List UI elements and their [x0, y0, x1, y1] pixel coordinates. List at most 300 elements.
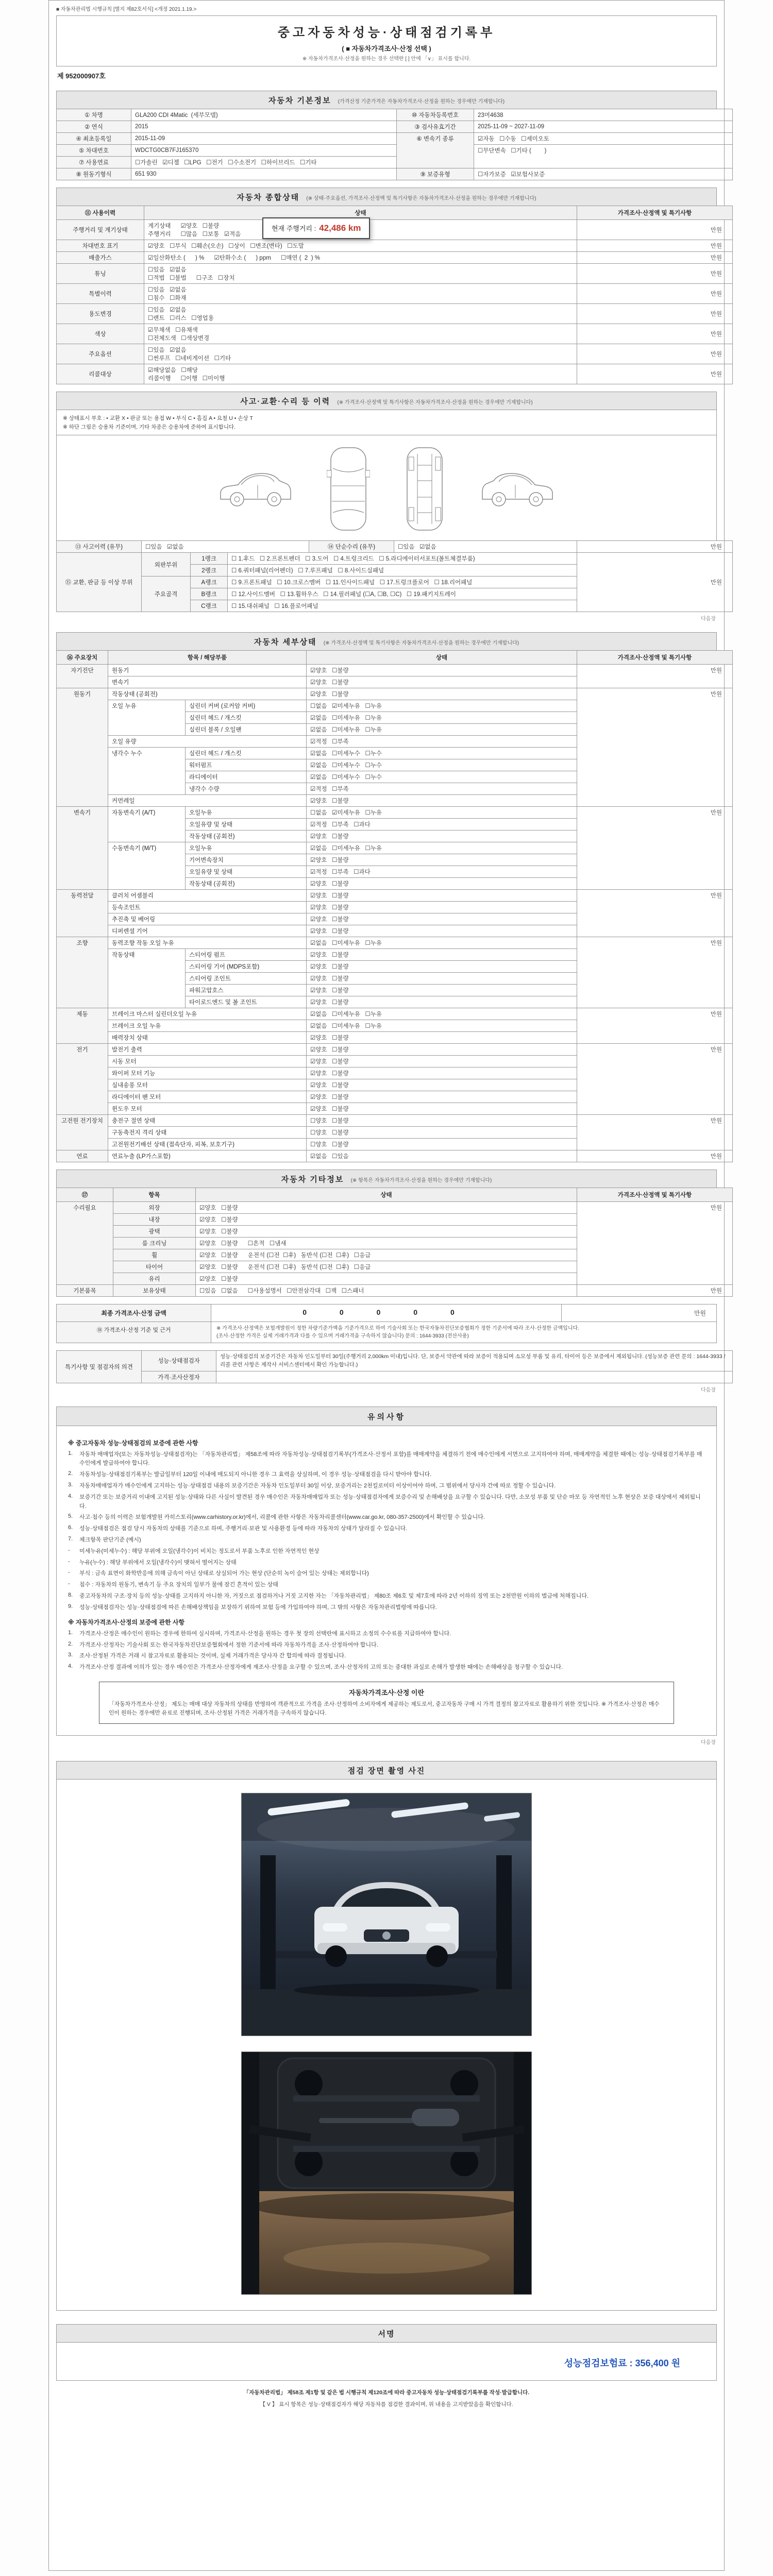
- detail-row: [57, 890, 733, 902]
- etc-group-cell: [57, 1238, 113, 1249]
- notice-line: [68, 1630, 705, 1639]
- accident-history-table: [56, 540, 733, 553]
- state-checkboxes[interactable]: ☐없음 ☑미세누유 ☐누유: [307, 700, 577, 712]
- item-cell: 시동 모터: [108, 1056, 186, 1067]
- state-checkboxes[interactable]: ☑양호 ☐불량: [307, 1032, 577, 1044]
- item-cell: [108, 759, 186, 771]
- notice-title: 유의사항: [57, 1407, 716, 1426]
- etc-row: [57, 1261, 733, 1273]
- state-checkboxes[interactable]: ☑양호 ☐불량 운전석 (☐전 ☐후) 동반석 (☐전 ☐후) ☐응급: [196, 1249, 577, 1261]
- field-label: ④ 최초등록일: [57, 133, 131, 145]
- notice-line: [68, 1470, 705, 1480]
- device-group-cell: [57, 949, 108, 961]
- state-checkboxes[interactable]: ☑양호 ☐불량: [307, 1044, 577, 1056]
- device-group-cell: 고전원 전기장치: [57, 1115, 108, 1127]
- section-basic-info: [56, 91, 717, 180]
- photos-header: [56, 1761, 717, 1780]
- item-cell: 클러치 어셈블리: [108, 890, 186, 902]
- part-cell: [186, 1103, 307, 1115]
- col-price: 가격조사·산정액 및 특기사항: [577, 651, 733, 665]
- rank-label: B랭크: [191, 588, 228, 600]
- state-checkboxes[interactable]: ☑양호 ☐불량: [307, 913, 577, 925]
- price-cell: [577, 819, 733, 831]
- price-survey-select-checkbox[interactable]: ( ■ 자동차가격조사·산정 선택 ): [342, 45, 431, 53]
- price-basis-row: [56, 1322, 717, 1343]
- part-cell: [186, 925, 307, 937]
- item-cell: 동력조향 작동 오일 누유: [108, 937, 186, 949]
- signature-body[interactable]: [56, 2343, 717, 2381]
- price-cell: [577, 996, 733, 1008]
- price-cell: [577, 736, 733, 748]
- field-value[interactable]: 651 930: [131, 168, 397, 180]
- col-state: 상태: [307, 651, 577, 665]
- state-checkboxes[interactable]: ☑양호 ☐불량: [307, 890, 577, 902]
- section-overall-header: [56, 188, 717, 206]
- state-checkboxes[interactable]: ☑없음 ☐미세누수 ☐누수: [307, 759, 577, 771]
- item-cell: 충전구 절연 상태: [108, 1115, 186, 1127]
- accident-history-state[interactable]: ☐있음 ☑없음: [142, 541, 309, 553]
- notice-line-number: -: [68, 1558, 70, 1565]
- etc-item-cell: 내장: [113, 1214, 196, 1226]
- notice-line-text: 가격조사·산정은 매수인이 원하는 경우에 한하여 실시하며, 가격조사·산정을 원하는 경우 첫 장의 선택란에 표시하고 소정의 수수료를 지급하여야 합니다.: [79, 1630, 451, 1637]
- notice-section-1-title: ※ 중고자동차 성능·상태점검의 보증에 관한 사항: [68, 1439, 198, 1447]
- state-checkboxes[interactable]: ☐있음 ☐없음 ☐사용설명서 ☐안전삼각대 ☐잭 ☐스패너: [196, 1285, 577, 1297]
- price-cell: [577, 1127, 733, 1139]
- section-etc-subtitle: (※ 항목은 자동차가격조사·산정을 원하는 경우에만 기재합니다): [350, 1178, 492, 1183]
- state-checkboxes[interactable]: ☐양호 ☐불량: [307, 1115, 577, 1127]
- detail-row: [57, 1056, 733, 1067]
- state-checkboxes[interactable]: ☑양호 ☐불량 운전석 (☐전 ☐후) 동반석 (☐전 ☐후) ☐응급: [196, 1261, 577, 1273]
- field-value[interactable]: 2015-11-09: [131, 133, 397, 145]
- condition-row: [57, 264, 733, 284]
- checkbox-line[interactable]: 계기상태 ☑양호 ☐불량: [148, 223, 220, 229]
- state-checkboxes[interactable]: ☑없음 ☐미세누유 ☐누유: [307, 842, 577, 854]
- state-checkboxes[interactable]: [144, 364, 577, 384]
- checkbox-line[interactable]: ☐있음 ☑없음: [148, 307, 187, 313]
- etc-row: [57, 1285, 733, 1297]
- inspector-opinion-text: 성능·상태점검의 보증기간은 자동차 인도일부터 30일(주행거리 2,000km 이내)입니다. 단, 보증서 약관에 따라 보증이 적용되며 소모성 부품 및 유리, 타이어 등은 보증에서 제외됩니다. (성능보증 관련 문의 : 1644-3933 / 리콜 관련 사항은 제작사 서비스센터에서 확인 가능합니다.): [216, 1351, 733, 1371]
- state-checkboxes[interactable]: ☑양호 ☐불량: [307, 1103, 577, 1115]
- state-checkboxes[interactable]: ☑양호 ☐불량: [307, 854, 577, 866]
- price-cell: [577, 748, 733, 759]
- opinion-row: [57, 1371, 733, 1383]
- item-cell: 브레이크 오일 누유: [108, 1020, 186, 1032]
- legend-line-2: ※ 하단 그림은 승용차 기준이며, 기타 차종은 승용차에 준하여 표시합니다.: [63, 424, 236, 430]
- rank-items-checkboxes[interactable]: ☐ 1.후드 ☐ 2.프론트펜더 ☐ 3.도어 ☐ 4.트렁크리드 ☐ 5.라디에이터서포트(볼트체결부품): [228, 553, 577, 565]
- device-group-cell: [57, 1032, 108, 1044]
- state-checkboxes[interactable]: ☑양호 ☐불량: [307, 996, 577, 1008]
- main-frame-label: 주요골격: [142, 577, 191, 612]
- state-checkboxes[interactable]: ☑양호 ☐불량: [307, 795, 577, 807]
- checkbox-line-extra[interactable]: 주행거리 ☐많음 ☐보통 ☑적음: [148, 231, 241, 238]
- price-cell: [577, 1261, 733, 1273]
- part-cell: [186, 1150, 307, 1162]
- price-cell: [577, 783, 733, 795]
- condition-label: 특별이력: [57, 284, 144, 304]
- item-cell: [108, 712, 186, 724]
- field-value[interactable]: [474, 157, 733, 168]
- legend-line-1: ※ 상태표시 부호 : • 교환 X • 판금 또는 용접 W • 부식 C • 흠집 A • 요철 U • 손상 T: [63, 415, 253, 421]
- state-checkboxes[interactable]: ☑양호 ☐불량: [196, 1226, 577, 1238]
- outer-panel-label: 외판부위: [142, 553, 191, 577]
- price-cell: [577, 902, 733, 913]
- part-cell: 작동상태 (공회전): [186, 831, 307, 842]
- accident-history-label: ⑬ 사고이력 (유무): [57, 541, 142, 553]
- field-label: ② 연식: [57, 121, 131, 133]
- part-cell: 워터펌프: [186, 759, 307, 771]
- notice-line-text: 성능·상태점검은 점검 당시 자동차의 상태를 기준으로 하며, 주행거리·보관 및 사용환경 등에 따라 자동차의 상태가 달라질 수 있습니다.: [79, 1526, 408, 1532]
- section-detailed-condition: [56, 632, 722, 1162]
- state-checkboxes[interactable]: ☑없음 ☐미세누유 ☐누유: [307, 937, 577, 949]
- field-value[interactable]: ☑자동 ☐수동 ☐세미오토: [474, 133, 733, 145]
- condition-row: [57, 284, 733, 304]
- etc-group-cell: [57, 1226, 113, 1238]
- price-cell: 만원: [577, 541, 733, 553]
- detail-row: [57, 1127, 733, 1139]
- detail-row: [57, 795, 733, 807]
- part-cell: [186, 1056, 307, 1067]
- device-group-cell: [57, 925, 108, 937]
- etc-item-cell: 유리: [113, 1273, 196, 1285]
- signature-title: 서명: [378, 2329, 395, 2338]
- device-group-cell: 제동: [57, 1008, 108, 1020]
- field-label: [397, 157, 474, 168]
- field-value[interactable]: 2015: [131, 121, 397, 133]
- notice-body: [57, 1426, 716, 1735]
- opinion-section-label: 특기사항 및 점검자의 의견: [57, 1351, 142, 1383]
- simple-repair-state[interactable]: ☐있음 ☑없음: [394, 541, 577, 553]
- price-cell: [577, 985, 733, 996]
- device-group-cell: 자기진단: [57, 665, 108, 676]
- detail-row: [57, 902, 733, 913]
- item-cell: 라디에이터 팬 모터: [108, 1091, 186, 1103]
- notice-line-number: 4.: [68, 1663, 73, 1670]
- state-checkboxes[interactable]: ☑양호 ☐불량: [307, 1067, 577, 1079]
- basic-info-row: [57, 109, 733, 121]
- notice-line-number: 3.: [68, 1481, 73, 1488]
- price-cell: 만원: [577, 1150, 733, 1162]
- notice-line: [68, 1558, 705, 1568]
- price-cell: [577, 1079, 733, 1091]
- condition-row: [57, 304, 733, 324]
- part-cell: 실린더 블록 / 오일팬: [186, 724, 307, 736]
- device-group-cell: [57, 819, 108, 831]
- rank-label: A랭크: [191, 577, 228, 588]
- price-cell: [577, 712, 733, 724]
- etc-item-cell: 휠: [113, 1249, 196, 1261]
- device-group-cell: [57, 748, 108, 759]
- inspector-opinion-table: [56, 1350, 733, 1383]
- notice-line-number: 4.: [68, 1493, 73, 1499]
- state-checkboxes[interactable]: ☑양호 ☐불량: [307, 1091, 577, 1103]
- col-state: 상태: [144, 206, 577, 220]
- inspection-photo-2: [241, 2052, 532, 2295]
- section-overall-title: 자동차 종합상태: [237, 193, 300, 202]
- field-value[interactable]: ☐무단변속 ☐기타 ( ): [474, 145, 733, 157]
- field-value[interactable]: 2025-11-09 ~ 2027-11-09: [474, 121, 733, 133]
- price-cell: 만원: [577, 665, 733, 676]
- condition-row: [57, 252, 733, 264]
- state-checkboxes[interactable]: ☑양호 ☐불량: [307, 676, 577, 688]
- state-checkboxes[interactable]: ☑양호 ☐불량: [307, 1056, 577, 1067]
- state-checkboxes[interactable]: ☑적정 ☐부족: [307, 783, 577, 795]
- section-detail-subtitle: (※ 가격조사·산정액 및 특기사항은 자동차가격조사·산정을 원하는 경우에만 기재합니다): [323, 640, 519, 646]
- device-group-cell: [57, 1091, 108, 1103]
- device-group-cell: [57, 996, 108, 1008]
- state-checkboxes[interactable]: ☐양호 ☐불량: [307, 1127, 577, 1139]
- part-cell: 오일유량 및 상태: [186, 866, 307, 878]
- state-checkboxes[interactable]: ☑양호 ☐불량: [307, 1079, 577, 1091]
- car-side-left-diagram: [216, 458, 294, 520]
- notice-line-text: 침수 : 자동차의 원동기, 변속기 등 주요 장치의 일부가 물에 잠긴 흔적이 있는 상태: [79, 1582, 278, 1588]
- price-cell: [577, 1238, 733, 1249]
- checkbox-line[interactable]: ☑무채색 ☐유채색: [148, 327, 198, 333]
- field-label: [397, 145, 474, 157]
- checkbox-line-extra[interactable]: 리콜이행 ☐이행 ☐미이행: [148, 376, 225, 382]
- field-label: ⑦ 사용연료: [57, 157, 131, 168]
- price-cell: 만원: [577, 1008, 733, 1020]
- detail-row: [57, 1139, 733, 1150]
- notice-line-number: 6.: [68, 1524, 73, 1531]
- detail-row: [57, 913, 733, 925]
- detail-row: [57, 949, 733, 961]
- detail-row: [57, 985, 733, 996]
- col-item-part: 항목 / 해당부품: [108, 651, 307, 665]
- state-checkboxes[interactable]: ☑양호 ☐불량: [307, 949, 577, 961]
- part-cell: 라디에이터: [186, 771, 307, 783]
- checkbox-line-extra[interactable]: ☐렌트 ☐리스 ☐영업용: [148, 315, 214, 321]
- state-checkboxes[interactable]: [144, 324, 577, 344]
- notice-line-number: 1.: [68, 1629, 73, 1636]
- state-checkboxes[interactable]: [144, 240, 577, 252]
- price-cell: [577, 949, 733, 961]
- condition-row: [57, 240, 733, 252]
- notice-line: [68, 1569, 705, 1579]
- state-checkboxes[interactable]: [144, 344, 577, 364]
- detail-row: [57, 937, 733, 949]
- part-cell: [186, 665, 307, 676]
- basic-info-row: [57, 121, 733, 133]
- detail-row: [57, 1067, 733, 1079]
- accident-history-row: [57, 541, 733, 553]
- device-group-cell: [57, 1056, 108, 1067]
- state-checkboxes[interactable]: ☑양호 ☐불량: [307, 902, 577, 913]
- checkbox-line[interactable]: ☑일산화탄소 ( ) % ☑탄화수소 ( ) ppm ☐매연 ( 2 ) %: [148, 255, 320, 261]
- section-basic-subtitle: (가격산정 기준가격은 자동차가격조사·산정을 원하는 경우에만 기재합니다): [338, 99, 505, 105]
- state-checkboxes[interactable]: ☑없음 ☐미세누수 ☐누수: [307, 748, 577, 759]
- parts-section-label: ⑮ 교환, 판금 등 이상 부위: [57, 553, 142, 612]
- price-cell: [577, 973, 733, 985]
- price-cell: [577, 771, 733, 783]
- checkbox-line-extra[interactable]: ☐침수 ☐화재: [148, 295, 187, 301]
- part-cell: [186, 937, 307, 949]
- condition-label: 색상: [57, 324, 144, 344]
- state-checkboxes[interactable]: ☑양호 ☐불량: [196, 1214, 577, 1226]
- price-cell: 만원: [577, 937, 733, 949]
- section-accident-subtitle: (※ 가격조사·산정액 및 특기사항은 자동차가격조사·산정을 원하는 경우에만 기재합니다): [337, 400, 533, 405]
- state-checkboxes[interactable]: ☑없음 ☐미세누유 ☐누유: [307, 724, 577, 736]
- notice-line-number: 9.: [68, 1603, 73, 1609]
- etc-group-cell: 기본품목: [57, 1285, 113, 1297]
- state-checkboxes[interactable]: ☑양호 ☐불량: [307, 878, 577, 890]
- checkbox-line[interactable]: ☐있음 ☑없음: [148, 287, 187, 293]
- field-label: ⑨ 보증유형: [397, 168, 474, 180]
- document-number: 제 952000907호: [57, 72, 106, 80]
- price-cell: 만원: [577, 220, 733, 240]
- final-price-digits: 0 0 0 0 0: [211, 1304, 562, 1321]
- state-checkboxes[interactable]: ☑적정 ☐부족 ☐과다: [307, 866, 577, 878]
- photos-title: 점검 장면 촬영 사진: [347, 1766, 426, 1775]
- state-checkboxes[interactable]: ☑양호 ☐불량: [307, 665, 577, 676]
- parts-row: [57, 553, 733, 565]
- etc-row: [57, 1238, 733, 1249]
- device-group-cell: [57, 866, 108, 878]
- appraiser-opinion-text: [216, 1371, 733, 1383]
- section-accident-title: 사고·교환·수리 등 이력: [240, 397, 331, 406]
- state-checkboxes[interactable]: [144, 252, 577, 264]
- state-checkboxes[interactable]: ☑없음 ☐미세누유 ☐누유: [307, 712, 577, 724]
- state-checkboxes[interactable]: [144, 304, 577, 324]
- current-mileage-callout: [262, 217, 370, 239]
- price-cell: [577, 1226, 733, 1238]
- part-cell: [186, 736, 307, 748]
- notice-line-text: 조사·산정된 가격은 거래 시 참고자료로 활용되는 것이며, 실제 거래가격은 당사자 간 합의에 따라 결정됩니다.: [79, 1653, 346, 1659]
- state-checkboxes[interactable]: ☑양호 ☐불량: [307, 688, 577, 700]
- notice-line-text: 사고·침수 등의 이력은 보험개발원 카히스토리(www.carhistory.or.kr)에서, 리콜에 관한 사항은 자동차리콜센터(www.car.go.kr, 080-357-2500)에서 확인할 수 있습니다.: [79, 1514, 485, 1521]
- device-group-cell: [57, 1079, 108, 1091]
- etc-group-cell: [57, 1273, 113, 1285]
- checkbox-line-extra[interactable]: ☐전체도색 ☐색상변경: [148, 335, 210, 342]
- exchange-sheetmetal-table: [56, 552, 733, 612]
- item-cell: 작동상태 (공회전): [108, 688, 186, 700]
- field-value[interactable]: 23머4638: [474, 109, 733, 121]
- price-cell: [577, 759, 733, 771]
- detail-row: [57, 819, 733, 831]
- price-cell: 만원: [577, 264, 733, 284]
- part-cell: 실린더 헤드 / 개스킷: [186, 748, 307, 759]
- etc-item-cell: 룸 크리닝: [113, 1238, 196, 1249]
- state-checkboxes[interactable]: ☑적정 ☐부족: [307, 736, 577, 748]
- condition-label: 차대번호 표기: [57, 240, 144, 252]
- rank-items-checkboxes[interactable]: ☐ 12.사이드멤버 ☐ 13.휠하우스 ☐ 14.필러패널 (☐A, ☐B, ☐C) ☐ 19.패키지트레이: [228, 588, 577, 600]
- condition-row: [57, 344, 733, 364]
- detail-row: [57, 1008, 733, 1020]
- state-checkboxes[interactable]: ☑양호 ☐불량: [307, 973, 577, 985]
- device-group-cell: [57, 712, 108, 724]
- price-cell: 만원: [577, 304, 733, 324]
- item-cell: [108, 973, 186, 985]
- price-cell: 만원: [577, 252, 733, 264]
- overall-condition-table: [56, 206, 733, 384]
- notice-line: [68, 1513, 705, 1522]
- notice-line-text: 성능·상태점검자는 성능·상태점검에 따른 손해배상책임을 보장하기 위하여 보험 등에 가입하여야 하며, 그 밖의 사항은 자동차관리법령에 따릅니다.: [79, 1604, 437, 1611]
- detail-row: [57, 1020, 733, 1032]
- price-cell: 만원: [577, 240, 733, 252]
- state-checkboxes[interactable]: ☑적정 ☐부족 ☐과다: [307, 819, 577, 831]
- state-checkboxes[interactable]: [144, 264, 577, 284]
- section-etc-title: 자동차 기타정보: [281, 1175, 344, 1184]
- notice-box: [56, 1406, 717, 1736]
- price-cell: 만원: [577, 688, 733, 700]
- notice-line-number: -: [68, 1547, 70, 1553]
- etc-row: [57, 1273, 733, 1285]
- device-group-cell: [57, 1103, 108, 1115]
- checkbox-line[interactable]: ☐있음 ☑없음: [148, 267, 187, 273]
- detail-row: [57, 724, 733, 736]
- notice-line-text: 부식 : 금속 표면이 화학반응에 의해 금속이 아닌 상태로 상실되어 가는 현상 (단순히 녹이 슬어 있는 상태는 제외합니다): [79, 1570, 369, 1577]
- part-cell: [186, 890, 307, 902]
- etc-row: [57, 1226, 733, 1238]
- price-cell: [577, 913, 733, 925]
- field-value[interactable]: ☐가솔린 ☑디젤 ☐LPG ☐전기 ☐수소전기 ☐하이브리드 ☐기타: [131, 157, 397, 168]
- state-checkboxes[interactable]: ☐양호 ☐불량: [307, 1139, 577, 1150]
- checkbox-line-extra[interactable]: ☐썬루프 ☐네비게이션 ☐기타: [148, 355, 231, 362]
- state-checkboxes[interactable]: ☑양호 ☐불량: [307, 985, 577, 996]
- rank-items-checkboxes[interactable]: ☐ 9.프론트패널 ☐ 10.크로스멤버 ☐ 11.인사이드패널 ☐ 17.트렁크플로어 ☐ 18.리어패널: [228, 577, 577, 588]
- item-cell: 고전원전기배선 상태 (접속단자, 피복, 보호기구): [108, 1139, 186, 1150]
- price-cell: [577, 724, 733, 736]
- notice-line-text: 자동차매매업자가 매수인에게 고지하는 성능·상태점검 내용의 보증기간은 자동차 인도일부터 30일 이상, 보증거리는 2천킬로미터 이상이어야 하며, 그 범위에서 당사자 간에 따로 정할 수 있습니다.: [79, 1482, 556, 1489]
- item-cell: 윈도우 모터: [108, 1103, 186, 1115]
- part-cell: 오일유량 및 상태: [186, 819, 307, 831]
- condition-label: 주행거리 및 계기상태: [57, 220, 144, 240]
- part-cell: [186, 1067, 307, 1079]
- price-cell: 만원: [577, 324, 733, 344]
- device-group-cell: [57, 1139, 108, 1150]
- state-checkboxes[interactable]: ☑없음 ☐미세누수 ☐누수: [307, 771, 577, 783]
- notice-line: [68, 1493, 705, 1512]
- inspection-photo-1: [241, 1793, 532, 2036]
- field-value[interactable]: WDCTG0CB7FJ165370: [131, 145, 397, 157]
- state-checkboxes[interactable]: ☑없음 ☐미세누유 ☐누유: [307, 1020, 577, 1032]
- price-cell: [577, 1139, 733, 1150]
- state-checkboxes[interactable]: [144, 284, 577, 304]
- section-inspection-photos: [56, 1761, 717, 2311]
- field-label: ③ 검사유효기간: [397, 121, 474, 133]
- table-header-row: [57, 206, 733, 220]
- item-cell: [108, 771, 186, 783]
- price-cell: [577, 866, 733, 878]
- state-checkboxes[interactable]: ☑양호 ☐불량: [196, 1273, 577, 1285]
- state-checkboxes[interactable]: ☑양호 ☐불량: [196, 1202, 577, 1214]
- item-cell: 수동변속기 (M/T): [108, 842, 186, 854]
- state-checkboxes[interactable]: ☑양호 ☐불량: [307, 831, 577, 842]
- field-value[interactable]: GLA200 CDI 4Matic (세부모델): [131, 109, 397, 121]
- state-checkboxes[interactable]: ☑없음 ☐미세누유 ☐누유: [307, 1008, 577, 1020]
- price-cell: [577, 1214, 733, 1226]
- field-value[interactable]: ☐자가보증 ☑보험사보증: [474, 168, 733, 180]
- rank-items-checkboxes[interactable]: ☐ 15.대쉬패널 ☐ 16.플로어패널: [228, 600, 577, 612]
- state-checkboxes[interactable]: ☑없음 ☐있음: [307, 1150, 577, 1162]
- state-checkboxes[interactable]: ☑양호 ☐불량 ☐흔적 ☐냄새: [196, 1238, 577, 1249]
- checkbox-line-extra[interactable]: ☐적법 ☐불법 ☐구조 ☐장치: [148, 275, 235, 281]
- state-checkboxes[interactable]: ☐없음 ☑미세누유 ☐누유: [307, 807, 577, 819]
- checkbox-line[interactable]: ☐있음 ☑없음: [148, 347, 187, 353]
- photo-car-underbody: [242, 2052, 531, 2294]
- section-detail-header: [56, 632, 717, 651]
- etc-group-cell: [57, 1214, 113, 1226]
- checkbox-line[interactable]: ☑해당없음 ☐해당: [148, 367, 198, 374]
- rank-items-checkboxes[interactable]: ☐ 6.쿼터패널(리어펜더) ☐ 7.루프패널 ☐ 8.사이드실패널: [228, 565, 577, 577]
- field-label: ① 차명: [57, 109, 131, 121]
- device-group-cell: [57, 854, 108, 866]
- basic-info-row: [57, 168, 733, 180]
- state-checkboxes[interactable]: ☑양호 ☐불량: [307, 961, 577, 973]
- condition-row: [57, 324, 733, 344]
- state-checkboxes[interactable]: ☑양호 ☐불량: [307, 925, 577, 937]
- checkbox-line[interactable]: ☑양호 ☐부식 ☐훼손(오손) ☐상이 ☐변조(변타) ☐도말: [148, 243, 304, 249]
- col-price: 가격조사·산정액 및 특기사항: [577, 206, 733, 220]
